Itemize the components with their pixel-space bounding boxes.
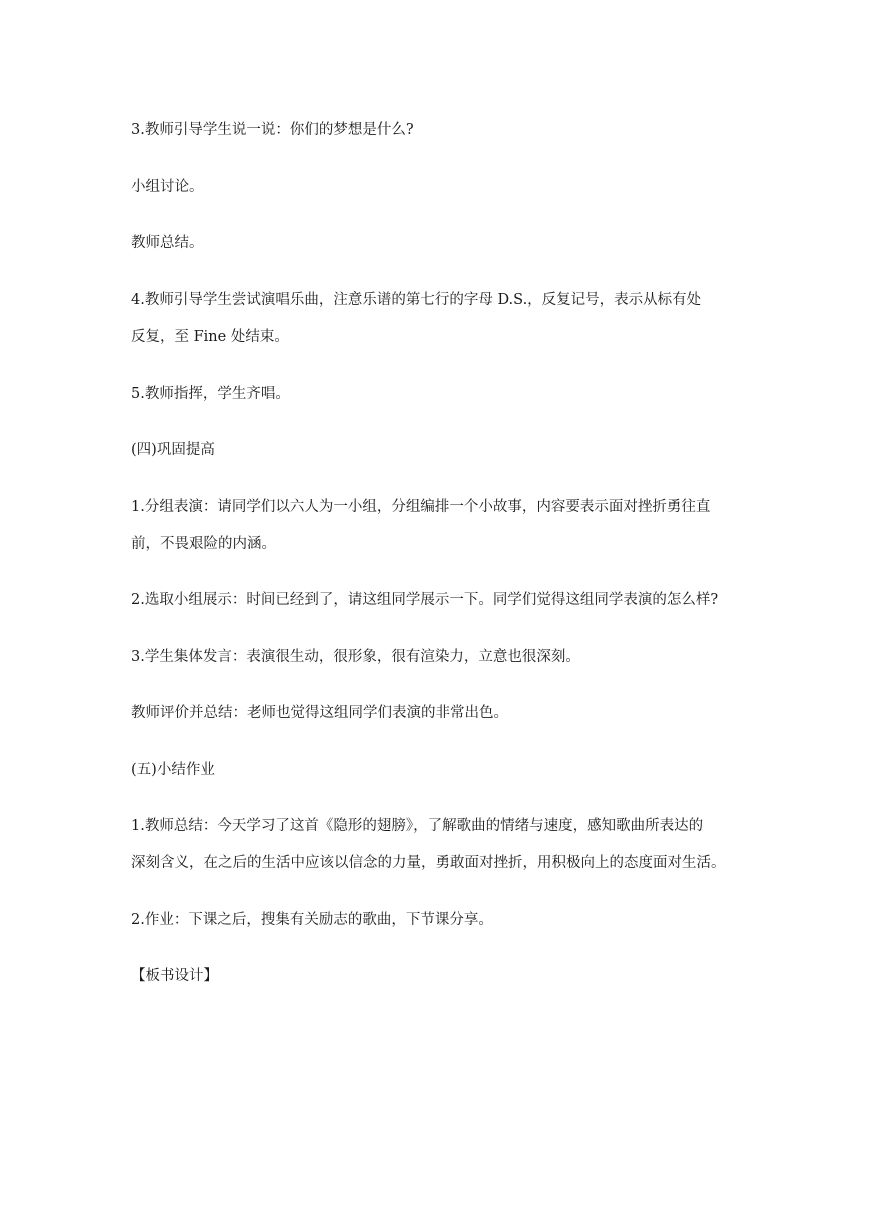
section-heading-4: (四)巩固提高 bbox=[131, 442, 215, 458]
paragraph-teacher-evaluation: 教师评价并总结：老师也觉得这组同学们表演的非常出色。 bbox=[131, 705, 508, 721]
paragraph-step-4-line-1: 4.教师引导学生尝试演唱乐曲，注意乐谱的第七行的字母 D.S.，反复记号，表示从标有处 bbox=[131, 292, 702, 308]
paragraph-step-4-line-2: 反复，至 Fine 处结束。 bbox=[131, 329, 289, 345]
paragraph-group-discussion: 小组讨论。 bbox=[131, 179, 204, 195]
paragraph-final-summary-line-1: 1.教师总结：今天学习了这首《隐形的翅膀》，了解歌曲的情绪与速度，感知歌曲所表达的 bbox=[131, 818, 704, 834]
paragraph-step-5: 5.教师指挥，学生齐唱。 bbox=[131, 386, 290, 402]
paragraph-group-performance-line-1: 1.分组表演：请同学们以六人为一小组，分组编排一个小故事，内容要表示面对挫折勇往直 bbox=[131, 499, 711, 515]
paragraph-step-3-question: 3.教师引导学生说一说：你们的梦想是什么? bbox=[131, 122, 414, 138]
board-design-heading: 【板书设计】 bbox=[131, 968, 218, 984]
paragraph-student-remarks: 3.学生集体发言：表演很生动，很形象，很有渲染力，立意也很深刻。 bbox=[131, 649, 580, 665]
paragraph-final-summary-line-2: 深刻含义，在之后的生活中应该以信念的力量，勇敢面对挫折，用积极向上的态度面对生活。 bbox=[131, 855, 726, 871]
paragraph-group-performance-line-2: 前，不畏艰险的内涵。 bbox=[131, 536, 276, 552]
paragraph-homework: 2.作业：下课之后，搜集有关励志的歌曲，下节课分享。 bbox=[131, 912, 493, 928]
section-heading-5: (五)小结作业 bbox=[131, 762, 215, 778]
paragraph-teacher-summary: 教师总结。 bbox=[131, 235, 204, 251]
paragraph-group-showcase: 2.选取小组展示：时间已经到了，请这组同学展示一下。同学们觉得这组同学表演的怎么样? bbox=[131, 592, 719, 608]
